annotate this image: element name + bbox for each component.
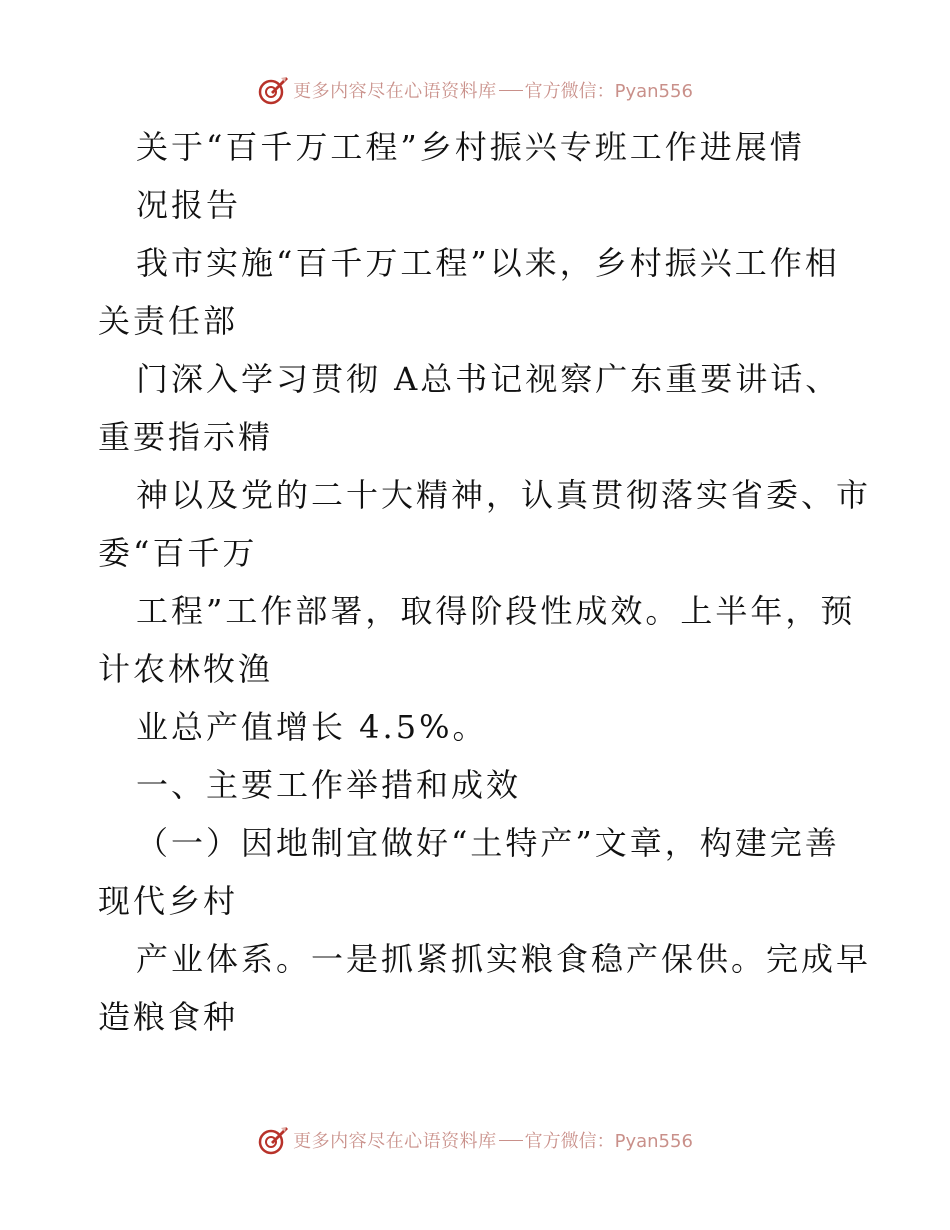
watermark-dash <box>499 90 523 91</box>
watermark-wechat: 官方微信：Pyan556 <box>524 81 693 102</box>
text-line: 工程”工作部署，取得阶段性成效。上半年，预 <box>136 592 856 630</box>
watermark-dash <box>499 1140 523 1141</box>
header-watermark <box>0 70 950 110</box>
pen-logo-icon <box>257 74 289 106</box>
text-line: 关于“百千万工程”乡村振兴专班工作进展情 <box>136 128 805 166</box>
watermark-slogan: 更多内容尽在心语资料库 <box>293 1131 497 1152</box>
text-line: 计农林牧渔 <box>98 650 274 688</box>
text-line: 一、主要工作举措和成效 <box>136 766 522 804</box>
text-line: （一）因地制宜做好“土特产”文章，构建完善 <box>136 824 840 862</box>
watermark-wechat: 官方微信：Pyan556 <box>524 1131 693 1152</box>
footer-watermark <box>0 1120 950 1160</box>
text-line: 委“百千万 <box>98 534 258 572</box>
text-line: 产业体系。一是抓紧抓实粮食稳产保供。完成早 <box>136 940 872 978</box>
pen-logo-icon <box>257 1124 289 1156</box>
text-line: 神以及党的二十大精神，认真贯彻落实省委、市 <box>136 476 872 514</box>
document-body <box>98 118 872 1046</box>
text-line: 我市实施“百千万工程”以来，乡村振兴工作相 <box>136 244 840 282</box>
text-line: 重要指示精 <box>98 418 274 456</box>
text-line: 造粮食种 <box>98 998 239 1036</box>
text-line: 关责任部 <box>98 302 239 340</box>
text-line: 况报告 <box>136 186 242 224</box>
watermark-slogan: 更多内容尽在心语资料库 <box>293 81 497 102</box>
text-line: 门深入学习贯彻 A总书记视察广东重要讲话、 <box>136 360 841 398</box>
text-line: 现代乡村 <box>98 882 239 920</box>
text-line: 业总产值增长 4.5%。 <box>136 708 488 746</box>
